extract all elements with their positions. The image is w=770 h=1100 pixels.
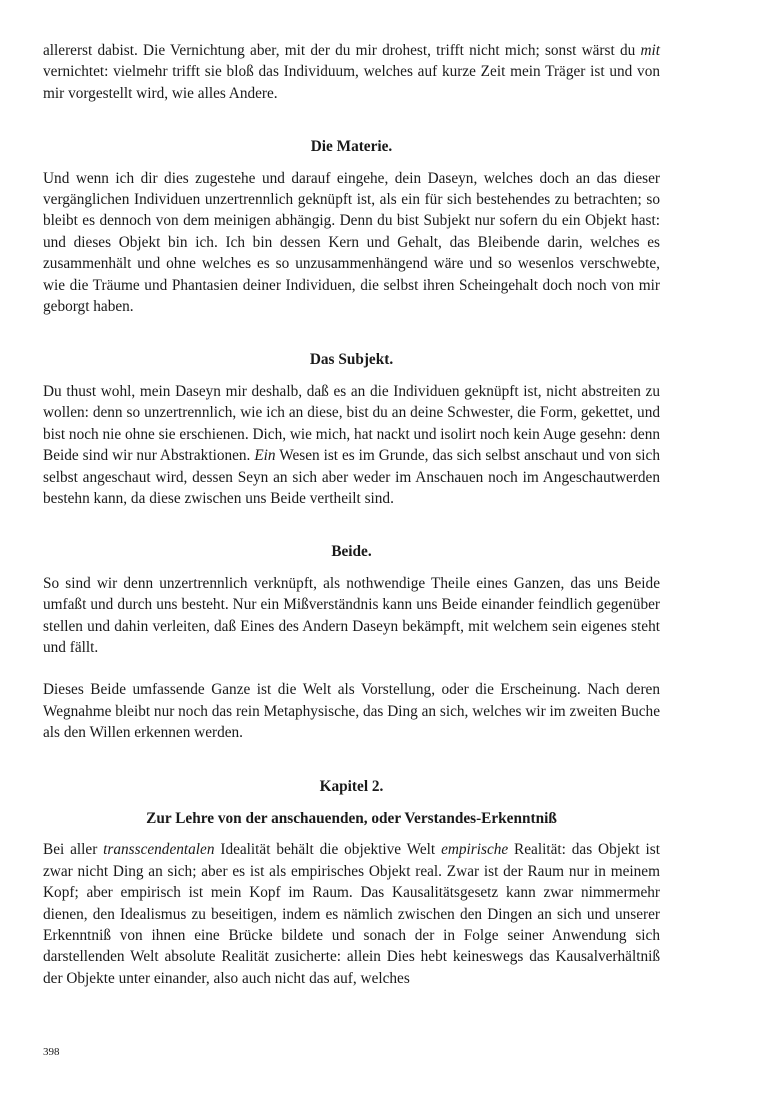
text-span: Bei aller <box>43 841 104 859</box>
paragraph-intro <box>43 40 660 104</box>
emphasis: mit <box>640 42 660 59</box>
text-span: Wesen ist es im Grunde, das sich selbst anschaut und von sich selbst angeschaut wird, dessen Seyn an sich aber weder im Anschauen noch im Angeschautwerden bestehn kann, da diese zwischen uns Beide vertheilt sind. <box>43 447 660 507</box>
heading-kapitel: Kapitel 2. <box>319 777 384 795</box>
emphasis: Ein <box>254 447 276 465</box>
text-span: Du thust wohl, mein Daseyn mir deshalb, daß es an die Individuen geknüpft ist, nicht abstreiten zu wollen: denn so unzertrennlich, wie ich an diese, bist du an deine Schwester, die Form, gekettet, und bist noch nie ohne sie erschienen. Dich, wie mich, hat nackt und isolirt noch kein Auge gesehn: denn Beide sind wir nur Abstraktionen. <box>43 382 660 465</box>
paragraph-last <box>43 839 660 989</box>
heading-beide: Beide. <box>331 543 372 561</box>
chapter-title: Zur Lehre von der anschauenden, oder Verstandes-Erkenntniß <box>146 809 557 827</box>
paragraph-beide: So sind wir denn unzertrennlich verknüpft, als nothwendige Theile eines Ganzen, das uns Beide umfaßt und durch uns besteht. Nur ein Mißverständnis kann uns Beide einander feindlich gegenüber stellen und dahin verleiten, daß Eines des Andern Daseyn bekämpft, mit welchem sein eigenes steht und fällt. <box>43 574 660 656</box>
heading-subjekt: Das Subjekt. <box>309 351 394 369</box>
paragraph-dieses: Dieses Beide umfassende Ganze ist die Welt als Vorstellung, oder die Erscheinung. Nach deren Wegnahme bleibt nur noch das rein Metaphysische, das Ding an sich, welches wir im zweiten Buche als den Willen erkennen werden. <box>43 681 660 742</box>
text-span: Idealität behält die objektive Welt <box>214 841 442 859</box>
text-span: vernichtet: vielmehr trifft sie bloß das Individuum, welches auf kurze Zeit mein Träger ist und von mir vorgestellt wird, wie alles Andere. <box>43 63 660 102</box>
heading-materie: Die Materie. <box>310 138 393 156</box>
emphasis: empirische <box>441 841 509 859</box>
page-body <box>43 40 660 989</box>
page-number: 398 <box>43 1046 60 1058</box>
paragraph-subjekt <box>43 381 660 509</box>
text-span: Realität: das Objekt ist zwar nicht Ding an sich; aber es ist als empirisches Objekt real. Zwar ist der Raum nur in meinem Kopf; aber empirisch ist mein Kopf im Raum. Das Kausalitätsgesetz kann zwar nimmermehr dienen, den Idealismus zu beseitigen, indem es nämlich zwischen den Dingen an sich und unserer Erkenntniß von ihnen eine Brücke bildete und sonach der in Folge seiner Anwendung sich darstellenden Welt absolute Realität zusicherte: allein Dies hebt keineswegs das Kausalverhältniß der Objekte unter einander, also auch nicht das auf, welches <box>43 841 660 987</box>
paragraph-materie: Und wenn ich dir dies zugestehe und darauf eingehe, dein Daseyn, welches doch an das dieser vergänglichen Individuen unzertrennlich geknüpft ist, als ein für sich bestehendes zu betrachten; so bleibt es dennoch von dem meinigen abhängig. Denn du bist Subjekt nur sofern du ein Objekt hast: und dieses Objekt bin ich. Ich bin dessen Kern und Gehalt, das Bleibende darin, welches es zusammenhält und ohne welches es so unzusammenhängend wäre und so wesenlos verschwebte, wie die Träume und Phantasien deiner Individuen, die selbst ihren Scheingehalt doch noch von mir geborgt haben. <box>43 169 660 316</box>
text-span: allererst dabist. Die Vernichtung aber, mit der du mir drohest, trifft nicht mich; sonst wärst du <box>43 42 641 59</box>
emphasis: transscendentalen <box>103 841 215 859</box>
